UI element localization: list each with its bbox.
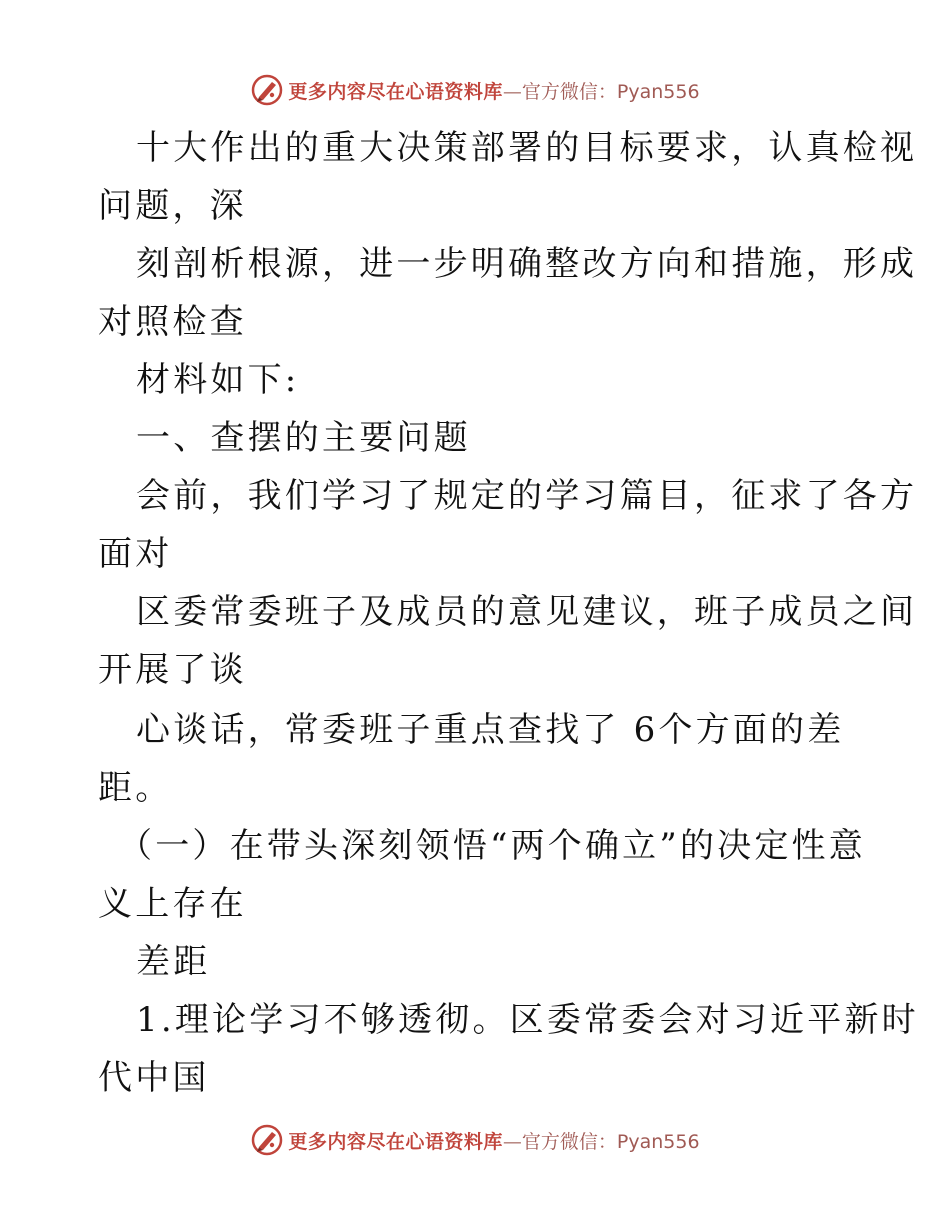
subsection-heading: （一）在带头深刻领悟“两个确立”的决定性意 bbox=[118, 826, 866, 866]
banner-official-text: 官方微信：Pyan556 bbox=[521, 1130, 700, 1153]
text-line: 面对 bbox=[98, 534, 173, 574]
text-line: 对照检查 bbox=[98, 302, 247, 342]
text-line: 会前，我们学习了规定的学习篇目，征求了各方 bbox=[136, 476, 918, 516]
banner-official-text: 官方微信：Pyan556 bbox=[521, 80, 700, 103]
text-line: 区委常委班子及成员的意见建议，班子成员之间 bbox=[136, 592, 918, 632]
banner-promo-text: 更多内容尽在心语资料库 bbox=[288, 80, 503, 103]
banner-separator: — bbox=[502, 1130, 522, 1153]
text-line: 十大作出的重大决策部署的目标要求，认真检视 bbox=[136, 128, 918, 168]
text-line: 材料如下: bbox=[136, 360, 300, 400]
text-line: 刻剖析根源，进一步明确整改方向和措施，形成 bbox=[136, 244, 918, 284]
text-line: 1.理论学习不够透彻。区委常委会对习近平新时 bbox=[136, 1000, 919, 1040]
text-line: 心谈话，常委班子重点查找了 6个方面的差 bbox=[136, 710, 845, 750]
pen-logo-icon bbox=[250, 1123, 284, 1157]
banner-promo-text: 更多内容尽在心语资料库 bbox=[288, 1130, 503, 1153]
text-line: 距。 bbox=[98, 768, 173, 808]
text-line: 问题，深 bbox=[98, 186, 247, 226]
footer-banner bbox=[0, 1120, 950, 1160]
text-line: 差距 bbox=[136, 942, 211, 982]
text-line: 义上存在 bbox=[98, 884, 247, 924]
banner-separator: — bbox=[502, 80, 522, 103]
text-line: 代中国 bbox=[98, 1058, 210, 1098]
section-heading: 一、查摆的主要问题 bbox=[136, 418, 471, 458]
text-line: 开展了谈 bbox=[98, 650, 247, 690]
